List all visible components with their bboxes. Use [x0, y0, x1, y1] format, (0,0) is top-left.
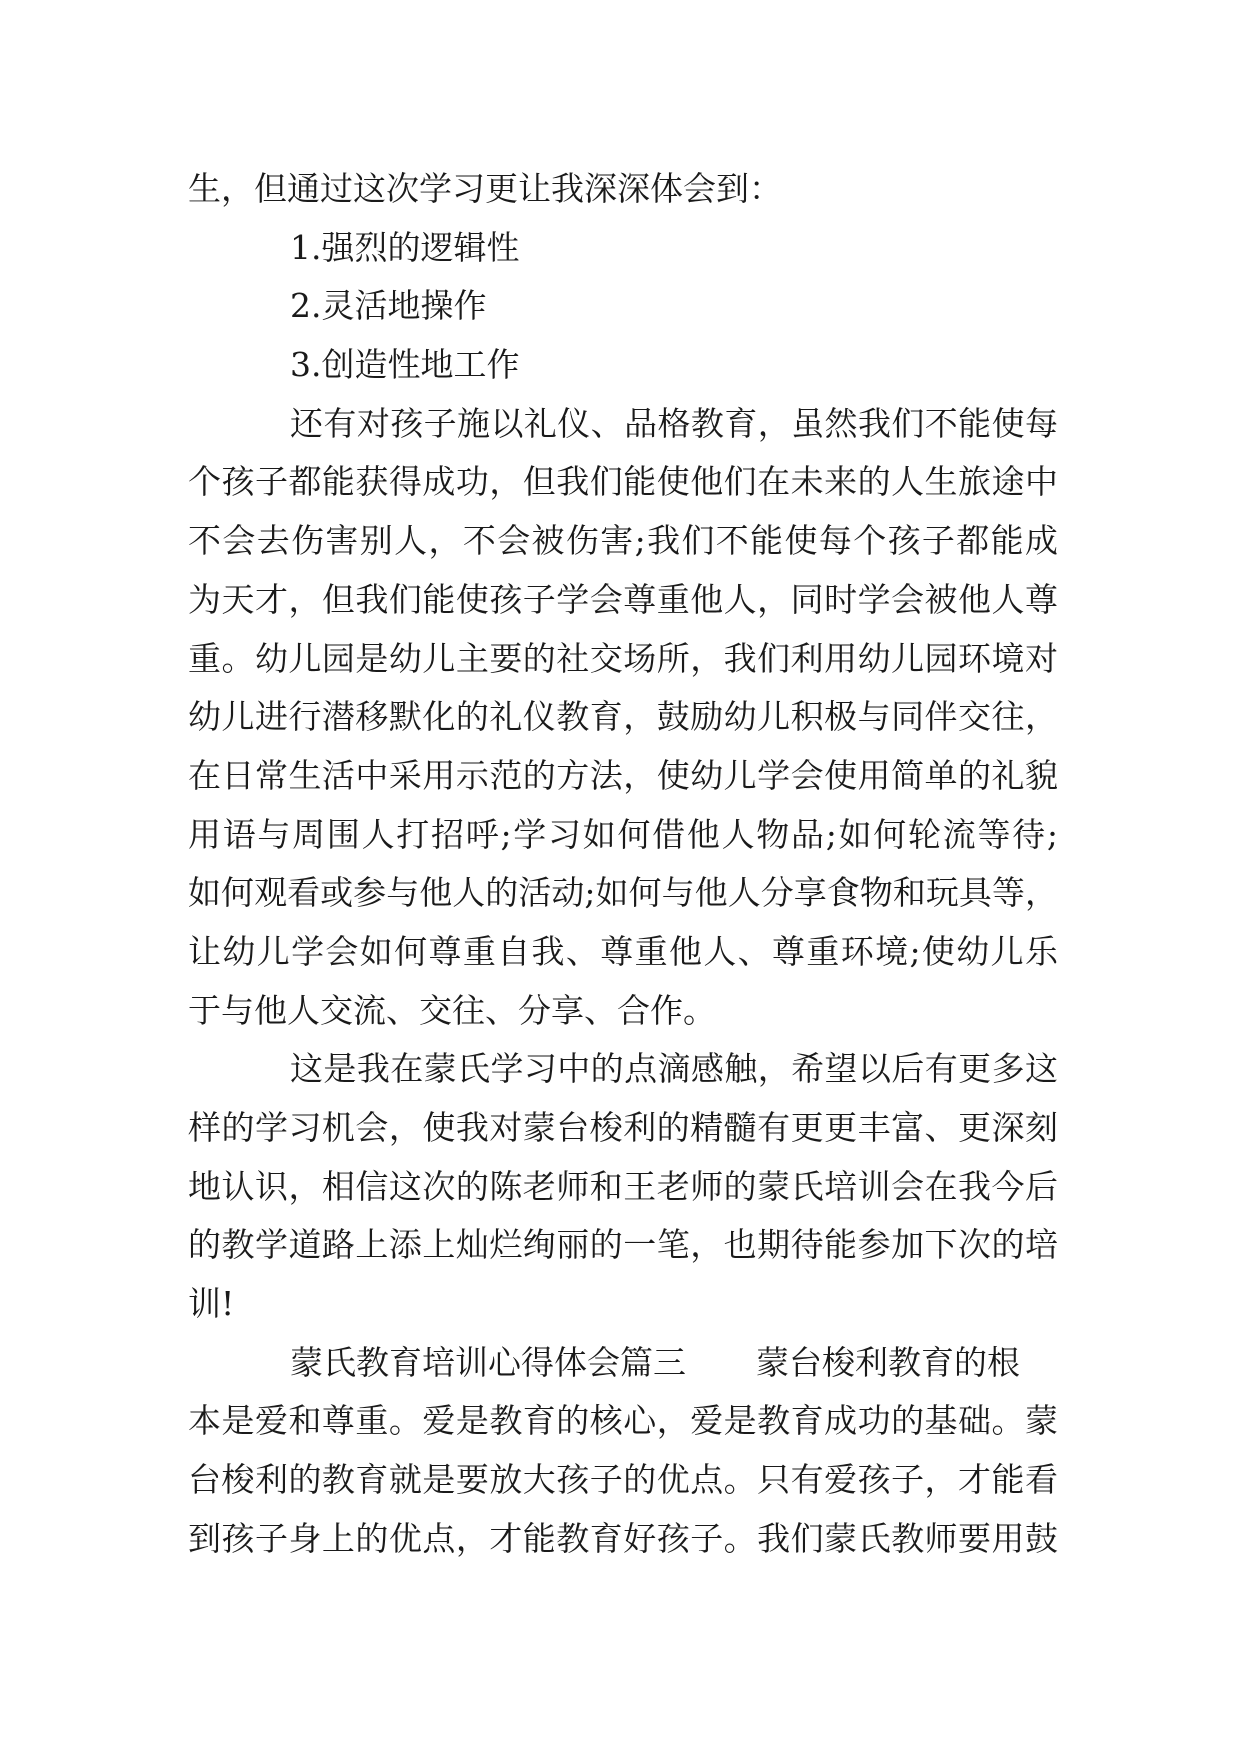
- text-line: 重。幼儿园是幼儿主要的社交场所，我们利用幼儿园环境对: [188, 638, 1058, 678]
- list-item-2: 2.灵活地操作: [290, 286, 487, 326]
- text-line: 在日常生活中采用示范的方法，使幼儿学会使用简单的礼貌: [188, 755, 1058, 795]
- text-line: 到孩子身上的优点，才能教育好孩子。我们蒙氏教师要用鼓: [188, 1518, 1058, 1558]
- section-heading: 蒙氏教育培训心得体会篇三: [290, 1342, 686, 1382]
- text-line: 用语与周围人打招呼;学习如何借他人物品;如何轮流等待;: [188, 814, 1058, 854]
- text-line: 为天才，但我们能使孩子学会尊重他人，同时学会被他人尊: [188, 579, 1058, 619]
- paragraph-last-line: 于与他人交流、交往、分享、合作。: [188, 990, 716, 1030]
- text-line: 生，但通过这次学习更让我深深体会到：: [188, 169, 782, 208]
- list-item-1: 1.强烈的逻辑性: [290, 227, 520, 267]
- text-line: 台梭利的教育就是要放大孩子的优点。只有爱孩子，才能看: [188, 1460, 1058, 1500]
- text-line: 幼儿进行潜移默化的礼仪教育，鼓励幼儿积极与同伴交往，: [188, 697, 1058, 737]
- section-intro: 蒙台梭利教育的根: [756, 1342, 1020, 1382]
- paragraph-last-line: 训!: [188, 1284, 235, 1324]
- text-line: 样的学习机会，使我对蒙台梭利的精髓有更更丰富、更深刻: [188, 1108, 1058, 1147]
- text-line: 个孩子都能获得成功，但我们能使他们在未来的人生旅途中: [188, 462, 1058, 502]
- paragraph-first-line: 还有对孩子施以礼仪、品格教育，虽然我们不能使每: [290, 403, 1058, 443]
- paragraph-first-line: 这是我在蒙氏学习中的点滴感触，希望以后有更多这: [290, 1049, 1058, 1089]
- text-line: 让幼儿学会如何尊重自我、尊重他人、尊重环境;使幼儿乐: [188, 931, 1058, 971]
- section-heading-line: [188, 1334, 1058, 1393]
- text-line: 的教学道路上添上灿烂绚丽的一笔，也期待能参加下次的培: [188, 1225, 1058, 1265]
- text-line: 地认识，相信这次的陈老师和王老师的蒙氏培训会在我今后: [188, 1166, 1058, 1206]
- text-line: 如何观看或参与他人的活动;如何与他人分享食物和玩具等，: [188, 873, 1058, 913]
- document-body: [188, 160, 1058, 1569]
- text-line: 不会去伤害别人，不会被伤害;我们不能使每个孩子都能成: [188, 521, 1058, 561]
- text-line: 本是爱和尊重。爱是教育的核心，爱是教育成功的基础。蒙: [188, 1401, 1058, 1441]
- list-item-3: 3.创造性地工作: [290, 345, 520, 385]
